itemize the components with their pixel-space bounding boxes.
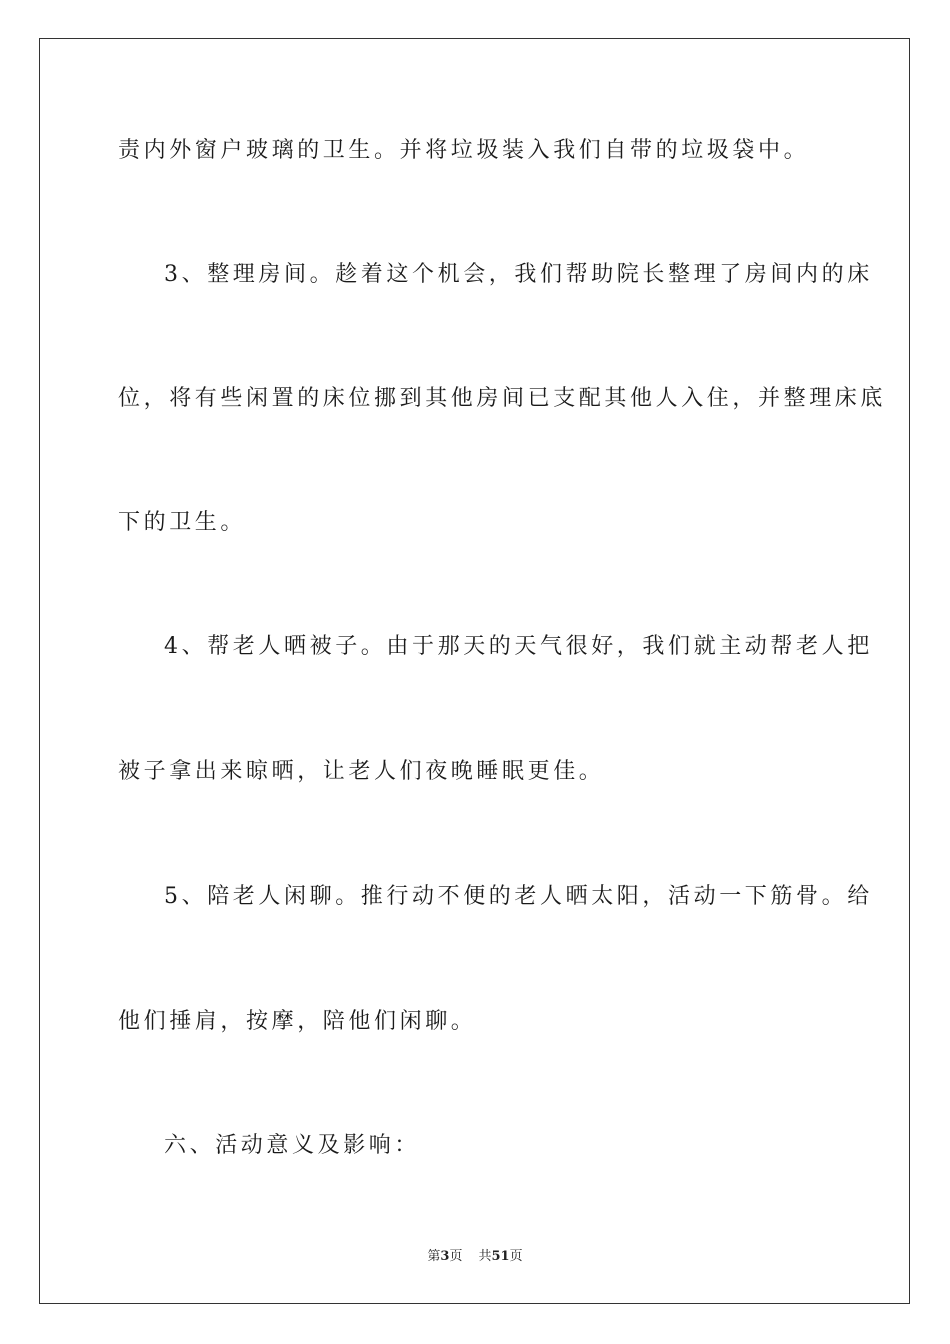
text-line-5: 4、帮老人晒被子。由于那天的天气很好，我们就主动帮老人把 — [164, 634, 873, 659]
text-line-6: 被子拿出来晾晒，让老人们夜晚睡眠更佳。 — [118, 759, 605, 784]
page-footer — [0, 1248, 950, 1266]
page-prefix: 第 — [427, 1249, 441, 1264]
total-pages: 51 — [491, 1249, 510, 1264]
page-suffix: 页 — [449, 1249, 463, 1264]
page-border — [39, 38, 910, 1304]
text-line-8: 他们捶肩，按摩，陪他们闲聊。 — [118, 1009, 477, 1034]
text-line-4: 下的卫生。 — [118, 510, 247, 535]
section-heading: 六、活动意义及影响： — [164, 1133, 421, 1158]
text-line-1: 责内外窗户玻璃的卫生。并将垃圾装入我们自带的垃圾袋中。 — [118, 138, 810, 163]
total-suffix: 页 — [509, 1249, 523, 1264]
text-line-7: 5、陪老人闲聊。推行动不便的老人晒太阳，活动一下筋骨。给 — [164, 884, 873, 909]
text-line-3: 位，将有些闲置的床位挪到其他房间已支配其他人入住，并整理床底 — [118, 386, 887, 411]
page-number: 3 — [440, 1249, 450, 1264]
total-prefix: 共 — [478, 1249, 492, 1264]
text-line-2: 3、整理房间。趁着这个机会，我们帮助院长整理了房间内的床 — [164, 262, 873, 287]
